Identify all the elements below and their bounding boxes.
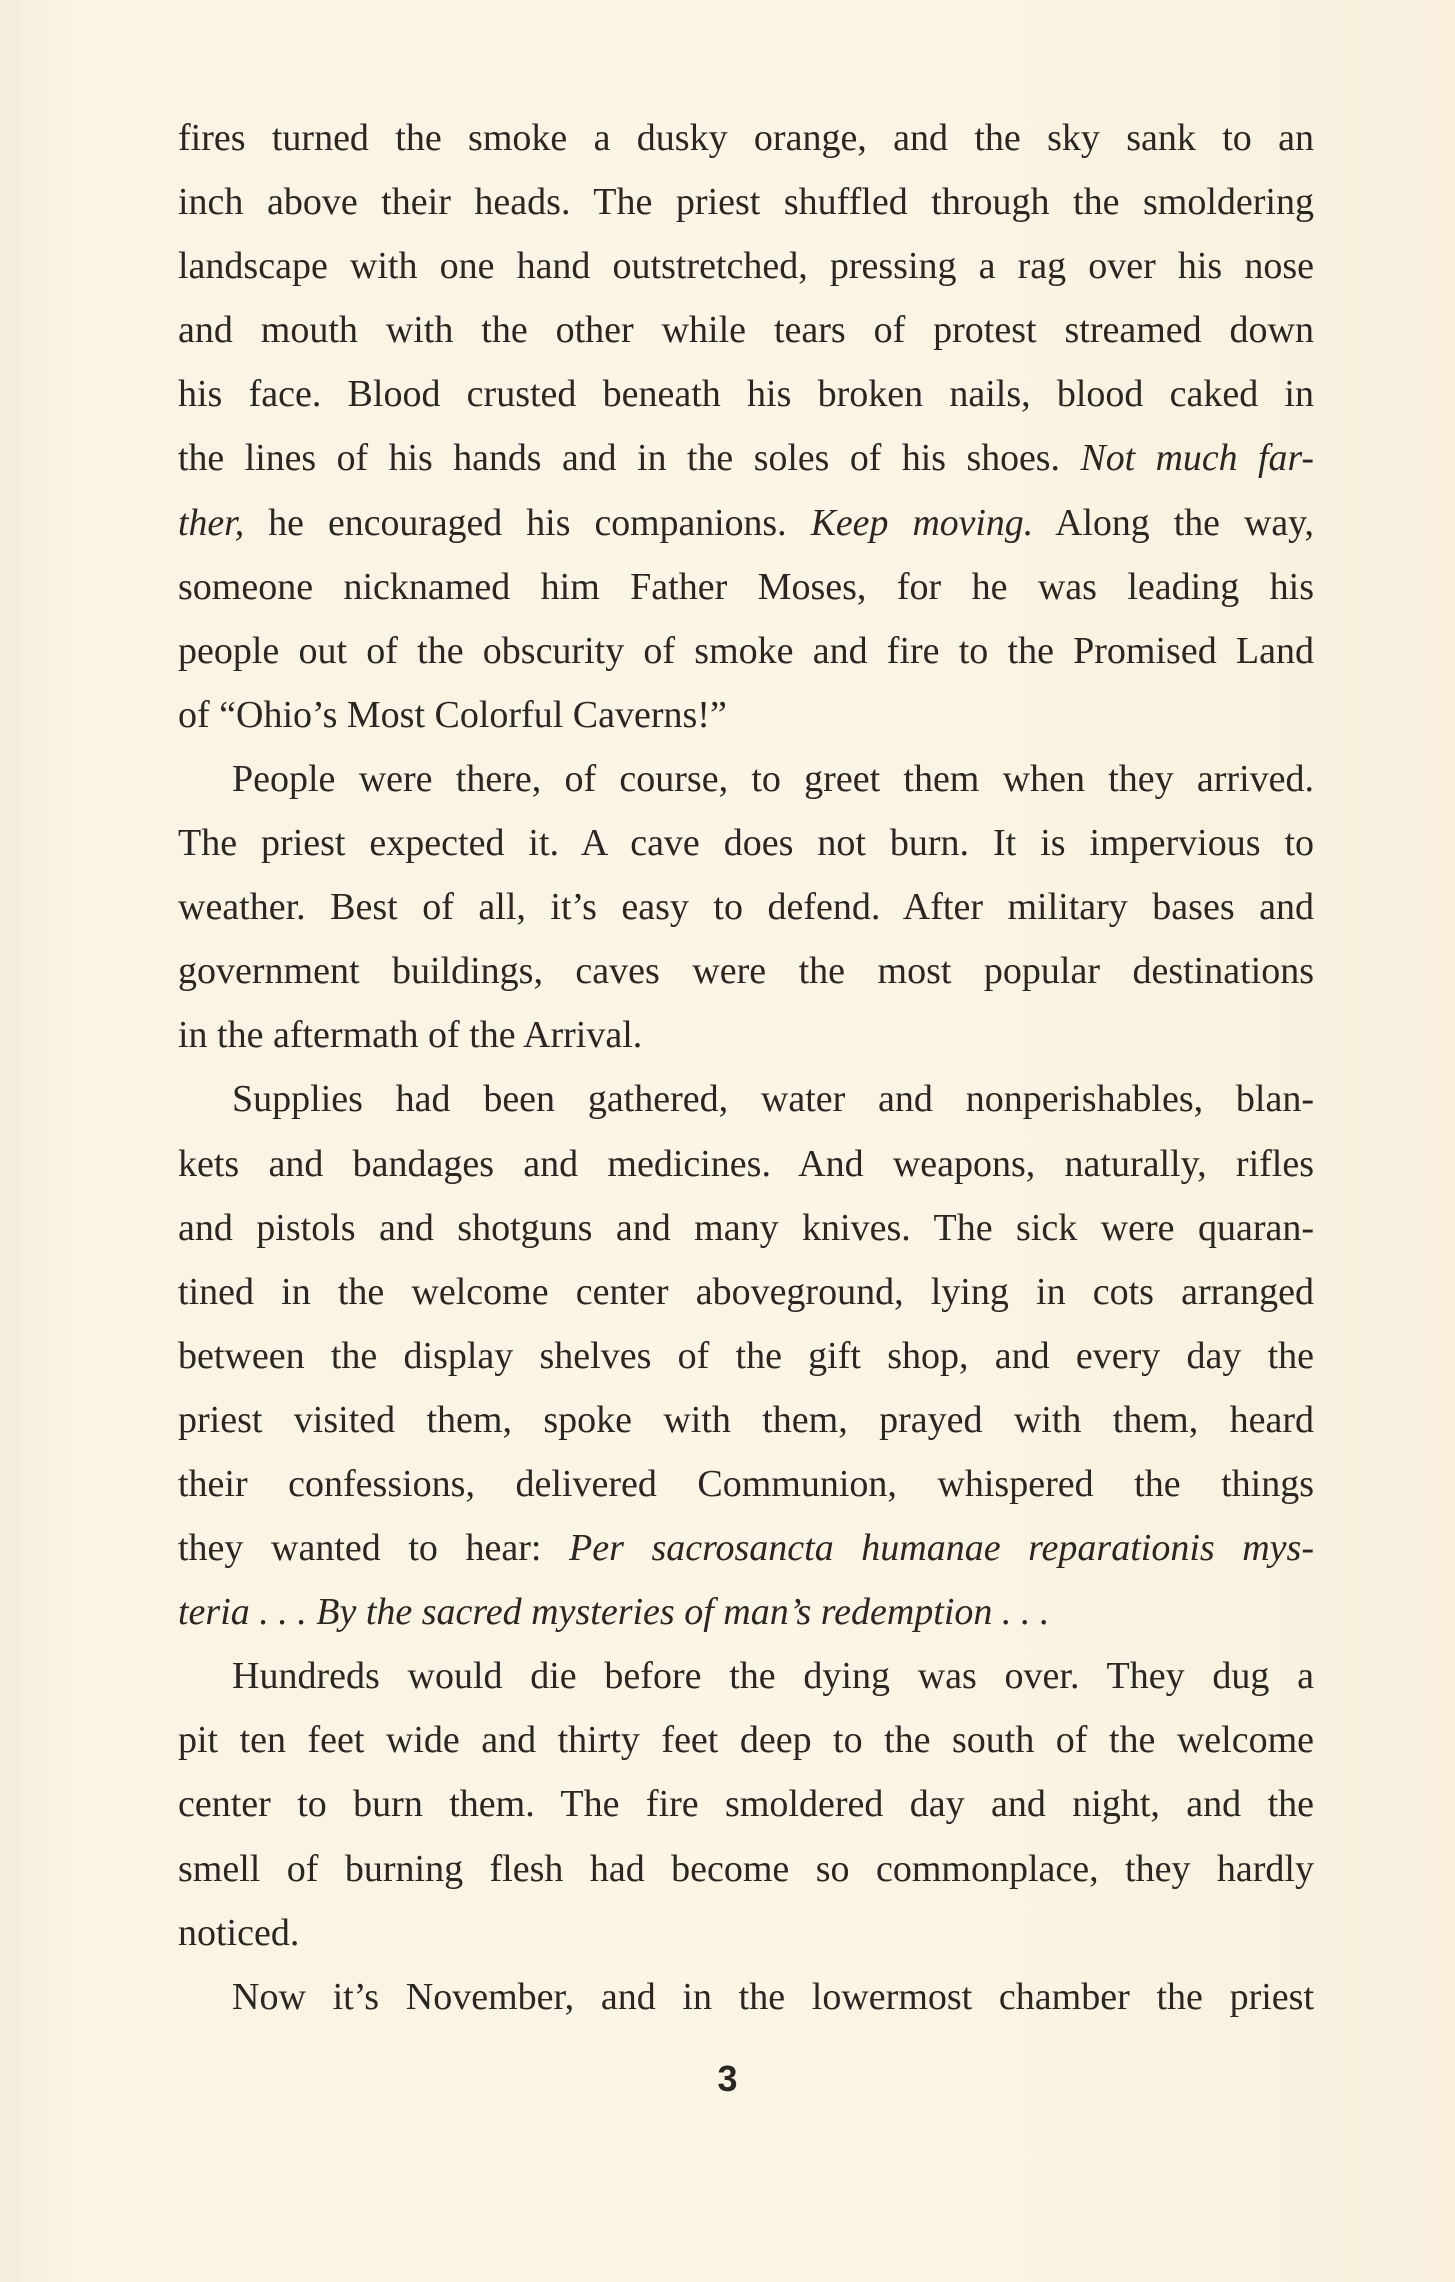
text-run: fires turned the smoke a dusky orange, and the sky sank to an [178,117,1314,159]
text-run: Now it’s November, and in the lowermost chamber the priest [232,1975,1314,2018]
text-run: and pistols and shotguns and many knives. The sick were quaran- [178,1206,1314,1249]
text-run: and mouth with the other while tears of protest streamed down [178,309,1314,352]
text-line [178,1388,1314,1452]
text-run: inch above their heads. The priest shuffled through the smoldering [178,181,1314,224]
italic-text-run: Keep moving. [810,501,1034,544]
text-line [178,875,1314,939]
text-line [178,1580,1314,1644]
text-run: they wanted to hear: [178,1527,569,1570]
text-line [178,234,1314,298]
text-line [178,747,1314,811]
text-run: the lines of his hands and in the soles of his shoes. [178,437,1081,480]
text-line [178,1067,1314,1131]
text-run: The priest expected it. A cave does not burn. It is impervious to [178,822,1314,865]
text-line [178,1901,1314,1965]
page-number: 3 [717,2058,738,2099]
text-line [178,1003,1314,1067]
text-line [178,298,1314,362]
text-run: of “Ohio’s Most Colorful Caverns!” [178,693,727,736]
italic-text-run: Per sacrosancta humanae reparationis mys- [569,1527,1314,1570]
text-line [178,683,1314,747]
text-run: Hundreds would die before the dying was over. They dug a [232,1655,1314,1698]
text-run: priest visited them, spoke with them, prayed with them, heard [178,1398,1314,1441]
text-run: kets and bandages and medicines. And weapons, naturally, rifles [178,1142,1314,1185]
text-run: people out of the obscurity of smoke and fire to the Promised Land [178,629,1314,672]
text-run: weather. Best of all, it’s easy to defend. After military bases and [178,886,1314,929]
text-line [178,1965,1314,2029]
text-line [178,491,1314,555]
text-run: landscape with one hand outstretched, pressing a rag over his nose [178,245,1314,288]
text-run: noticed. [178,1911,300,1954]
text-run: pit ten feet wide and thirty feet deep to the south of the welcome [178,1719,1314,1762]
text-line [178,1772,1314,1836]
text-line [178,1260,1314,1324]
text-run: their confessions, delivered Communion, whispered the things [178,1462,1314,1505]
text-line [178,362,1314,426]
text-line [178,939,1314,1003]
text-run: government buildings, caves were the most popular destinations [178,950,1314,993]
body-text [178,106,1314,2029]
text-line [178,1708,1314,1772]
text-line [178,1837,1314,1901]
text-run: Supplies had been gathered, water and nonperishables, blan- [232,1078,1314,1121]
text-run: between the display shelves of the gift shop, and every day the [178,1334,1314,1377]
text-line [178,170,1314,234]
text-line [178,1324,1314,1388]
italic-text-run: Not much far- [1080,437,1314,480]
text-line [178,555,1314,619]
text-line [178,619,1314,683]
text-line [178,1516,1314,1580]
text-line [178,811,1314,875]
text-run: center to burn them. The fire smoldered day and night, and the [178,1783,1314,1826]
italic-text-run: teria . . . By the sacred mysteries of man’s redemption . . . [178,1591,1050,1634]
text-line [178,1452,1314,1516]
text-run: Along the way, [1033,501,1314,544]
text-run: someone nicknamed him Father Moses, for he was leading his [178,565,1314,608]
text-line [178,106,1314,170]
text-line [178,426,1314,490]
text-run: in the aftermath of the Arrival. [178,1014,643,1057]
italic-text-run: ther, [178,501,245,544]
text-line [178,1196,1314,1260]
text-run: his face. Blood crusted beneath his broken nails, blood caked in [178,373,1314,416]
text-run: tined in the welcome center aboveground, lying in cots arranged [178,1270,1314,1313]
text-run: People were there, of course, to greet them when they arrived. [232,757,1314,800]
text-run: he encouraged his companions. [244,501,811,544]
text-line [178,1132,1314,1196]
text-run: smell of burning flesh had become so commonplace, they hardly [178,1847,1314,1890]
text-line [178,1644,1314,1708]
